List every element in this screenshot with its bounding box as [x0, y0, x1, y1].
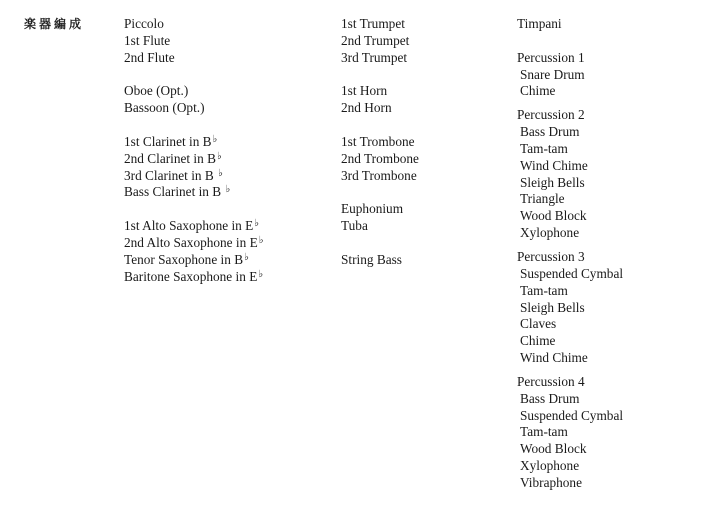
percussion-item: Triangle	[520, 191, 565, 207]
instrument-2nd-trumpet: 2nd Trumpet	[341, 32, 410, 48]
instrument-oboe: Oboe (Opt.)	[124, 83, 189, 99]
instrument-euphonium: Euphonium	[341, 201, 404, 217]
flat-symbol: ♭	[212, 133, 218, 145]
flat-symbol: ♭	[216, 150, 222, 162]
percussion-item: Vibraphone	[520, 474, 582, 490]
percussion-item: Tam-tam	[520, 424, 568, 440]
flat-symbol: ♭	[225, 184, 231, 196]
percussion-item: Claves	[520, 316, 557, 332]
flat-symbol: ♭	[218, 167, 223, 179]
instrument-1st-trombone: 1st Trombone	[341, 133, 415, 149]
instrument-1st-trumpet: 1st Trumpet	[341, 16, 405, 31]
percussion-item: Bass Drum	[520, 390, 580, 406]
percussion-item: Wind Chime	[520, 157, 588, 173]
percussion-item: Wind Chime	[520, 350, 588, 366]
percussion-item: Wood Block	[520, 441, 587, 457]
instrument-2nd-horn: 2nd Horn	[341, 100, 392, 116]
instrument-bass-clarinet	[124, 184, 263, 201]
instrument-baritone-sax	[124, 269, 263, 286]
instrument-tenor-sax	[124, 252, 263, 269]
instrument-2nd-alto-sax	[124, 235, 263, 252]
instrument-label: Bass Clarinet in B	[124, 184, 225, 200]
instrument-label: 3rd Clarinet in B	[124, 167, 218, 183]
instrument-timpani: Timpani	[517, 16, 562, 31]
instrument-label: Baritone Saxophone in E	[124, 268, 258, 284]
instrument-1st-flute: 1st Flute	[124, 32, 171, 48]
instrument-3rd-clarinet	[124, 168, 263, 185]
percussion-item: Snare Drum	[520, 66, 585, 82]
percussion-item: Sleigh Bells	[520, 299, 585, 315]
instrument-2nd-flute: 2nd Flute	[124, 49, 175, 65]
percussion-item: Chime	[520, 333, 556, 349]
instrument-1st-alto-sax	[124, 218, 263, 235]
instrument-label: 1st Clarinet in B	[124, 133, 212, 149]
percussion-4-title: Percussion 4	[517, 373, 585, 389]
percussion-item: Tam-tam	[520, 140, 568, 156]
instrument-bassoon: Bassoon (Opt.)	[124, 100, 205, 116]
percussion-item: Chime	[520, 83, 556, 99]
page-heading: 楽器編成	[24, 17, 85, 31]
percussion-item: Wood Block	[520, 208, 587, 224]
percussion-item: Suspended Cymbal	[520, 265, 624, 281]
flat-symbol: ♭	[258, 268, 264, 280]
instrument-label: 2nd Clarinet in B	[124, 150, 216, 166]
instrument-label: 2nd Alto Saxophone in E	[124, 234, 258, 250]
percussion-item: Bass Drum	[520, 124, 580, 140]
percussion-2-title: Percussion 2	[517, 107, 585, 123]
instrument-1st-horn: 1st Horn	[341, 83, 388, 99]
instrument-2nd-trombone: 2nd Trombone	[341, 150, 419, 166]
instrument-3rd-trombone: 3rd Trombone	[341, 167, 417, 183]
percussion-column	[517, 16, 623, 492]
instrument-piccolo: Piccolo	[124, 16, 164, 31]
percussion-item: Tam-tam	[520, 282, 568, 298]
flat-symbol: ♭	[254, 218, 259, 230]
percussion-item: Xylophone	[520, 458, 580, 474]
instrument-label: Tenor Saxophone in B	[124, 251, 244, 267]
instrument-2nd-clarinet	[124, 151, 263, 168]
flat-symbol: ♭	[258, 234, 264, 246]
percussion-item: Xylophone	[520, 225, 580, 241]
percussion-1-title: Percussion 1	[517, 49, 585, 65]
flat-symbol: ♭	[244, 251, 249, 263]
instrument-label: 1st Alto Saxophone in E	[124, 218, 254, 234]
percussion-item: Suspended Cymbal	[520, 407, 624, 423]
instrument-3rd-trumpet: 3rd Trumpet	[341, 49, 408, 65]
woodwinds-column	[124, 16, 263, 286]
instrument-tuba: Tuba	[341, 218, 368, 234]
brass-column	[341, 16, 419, 269]
instrument-string-bass: String Bass	[341, 251, 402, 267]
percussion-item: Sleigh Bells	[520, 174, 585, 190]
instrument-1st-clarinet	[124, 134, 263, 151]
percussion-3-title: Percussion 3	[517, 248, 585, 264]
